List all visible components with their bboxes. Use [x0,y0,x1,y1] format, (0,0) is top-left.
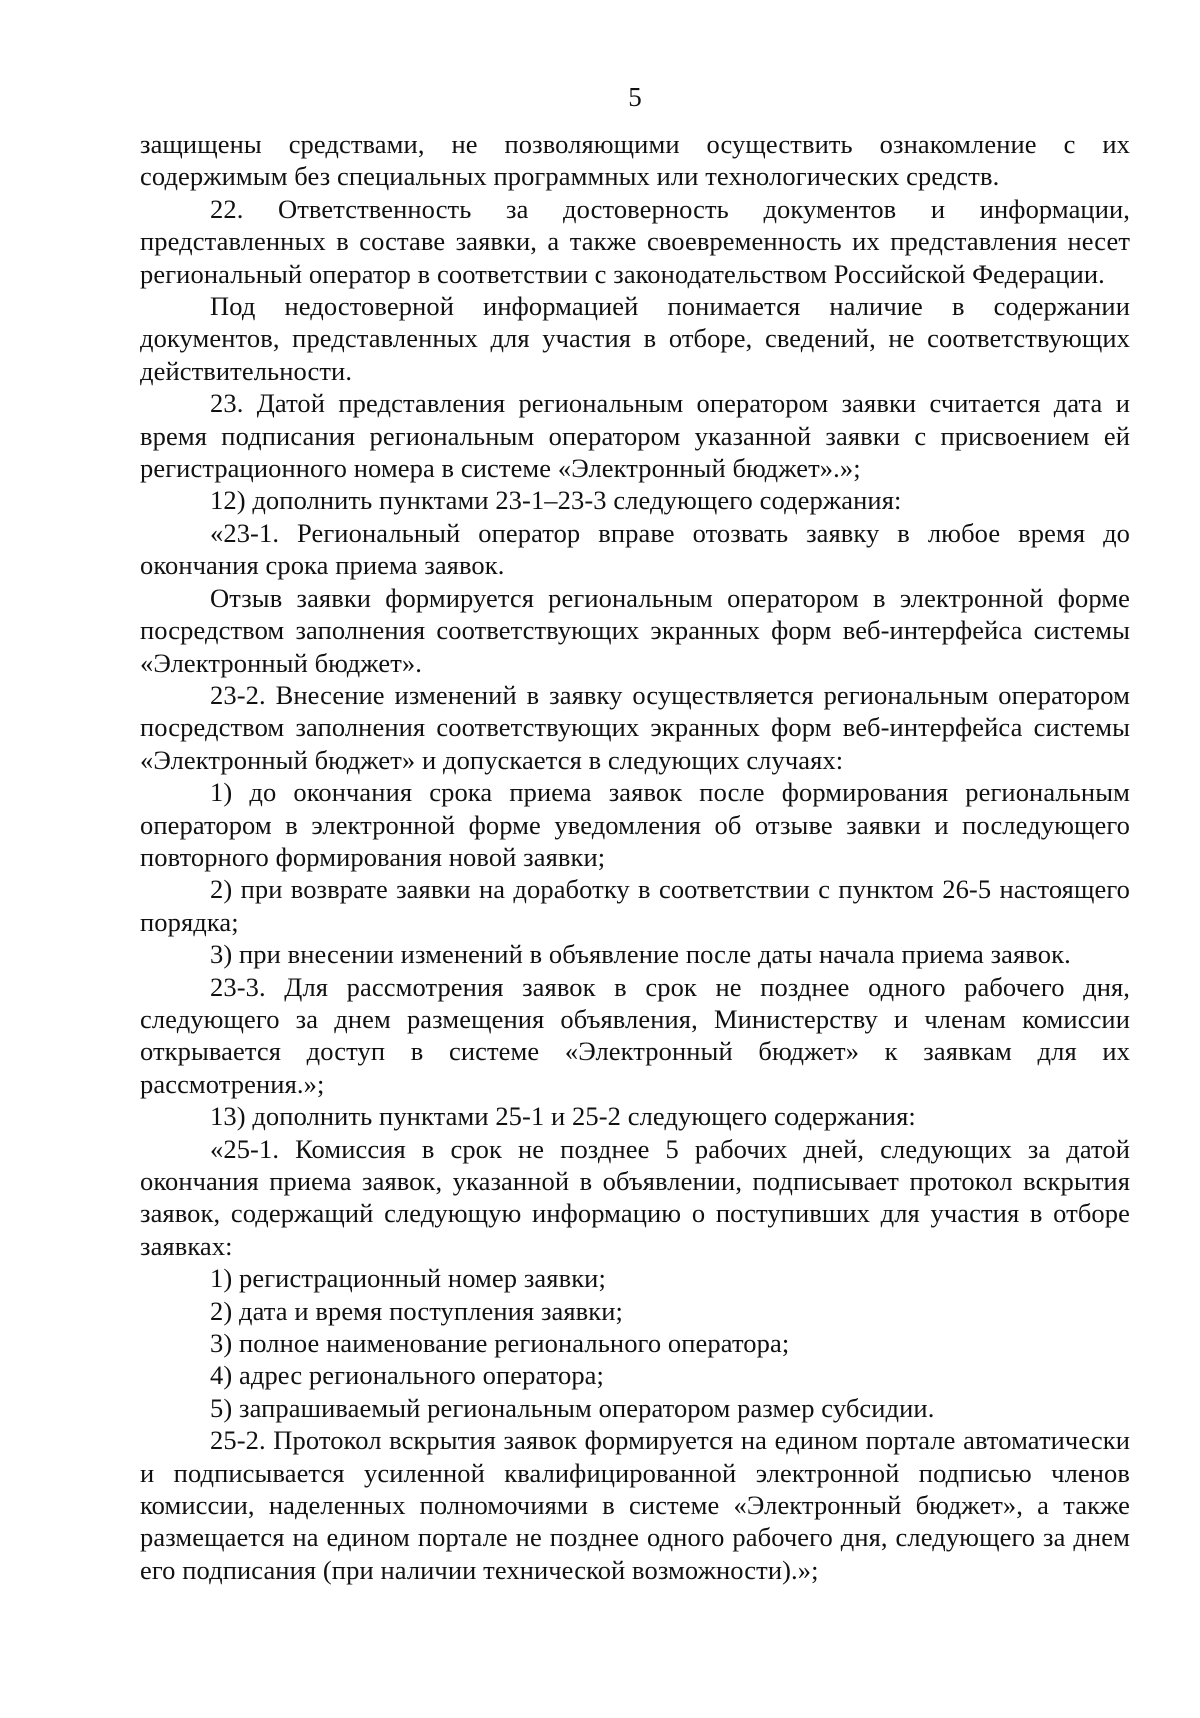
document-body [140,128,1130,1586]
paragraph-item-23-3: 23-3. Для рассмотрения заявок в срок не позднее одного рабочего дня, следующего за днем размещения объявления, Министерству и членам комиссии открывается доступ в системе «Электронный бюджет» к заявкам для их рассмотрения.»; [140,971,1130,1099]
paragraph-unreliable-info: Под недостоверной информацией понимается наличие в содержании документов, представленных для участия в отборе, сведений, не соответствующих действительности. [140,291,1130,386]
page-number: 5 [628,82,642,112]
paragraph-withdrawal: Отзыв заявки формируется региональным оператором в электронной форме посредством заполнения соответствующих экранных форм веб-интерфейса системы «Электронный бюджет». [140,582,1130,678]
list-item-operator-name: 3) полное наименование регионального оператора; [210,1328,790,1359]
paragraph-item-23: 23. Датой представления региональным оператором заявки считается дата и время подписания региональным оператором указанной заявки с присвоением ей регистрационного номера в системе «Электронный бюджет».»; [140,388,1130,484]
paragraph-case-1: 1) до окончания срока приема заявок после формирования региональным оператором в электронной форме уведомления об отзыве заявки и последующего повторного формирования новой заявки; [140,777,1130,872]
paragraph-item-22: 22. Ответственность за достоверность документов и информации, представленных в составе заявки, а также своевременность их представления несет региональный оператор в соответствии с законодательством Российской Федерации. [140,193,1130,289]
paragraph-item-23-2: 23-2. Внесение изменений в заявку осуществляется региональным оператором посредством заполнения соответствующих экранных форм веб-интерфейса системы «Электронный бюджет» и допускается в следующих случаях: [140,679,1130,775]
paragraph-item-25-2: 25-2. Протокол вскрытия заявок формируется на едином портале автоматически и подписывается усиленной квалифицированной электронной подписью членов комиссии, наделенных полномочиями в системе «Электронный бюджет», а также размещается на едином портале не позднее одного рабочего дня, следующего за днем его подписания (при наличии технической возможности).»; [140,1425,1130,1585]
list-item-registration-number: 1) регистрационный номер заявки; [210,1263,606,1294]
paragraph-amendment-13: 13) дополнить пунктами 25-1 и 25-2 следующего содержания: [210,1101,916,1132]
paragraph-case-2: 2) при возврате заявки на доработку в соответствии с пунктом 26-5 настоящего порядка; [140,874,1130,937]
paragraph-item-23-1: «23-1. Региональный оператор вправе отозвать заявку в любое время до окончания срока приема заявок. [140,517,1130,581]
paragraph-amendment-12: 12) дополнить пунктами 23-1–23-3 следующего содержания: [210,485,902,516]
paragraph-case-3: 3) при внесении изменений в объявление после даты начала приема заявок. [210,939,1071,970]
list-item-operator-address: 4) адрес регионального оператора; [210,1360,604,1391]
list-item-subsidy-amount: 5) запрашиваемый региональным оператором размер субсидии. [210,1392,935,1423]
paragraph-continuation: защищены средствами, не позволяющими осуществить ознакомление с их содержимым без специальных программных или технологических средств. [140,129,1130,192]
list-item-receipt-datetime: 2) дата и время поступления заявки; [210,1295,623,1326]
paragraph-item-25-1: «25-1. Комиссия в срок не позднее 5 рабочих дней, следующих за датой окончания приема заявок, указанной в объявлении, подписывает протокол вскрытия заявок, содержащий следующую информацию о поступивших для участия в отборе заявках: [140,1133,1130,1261]
